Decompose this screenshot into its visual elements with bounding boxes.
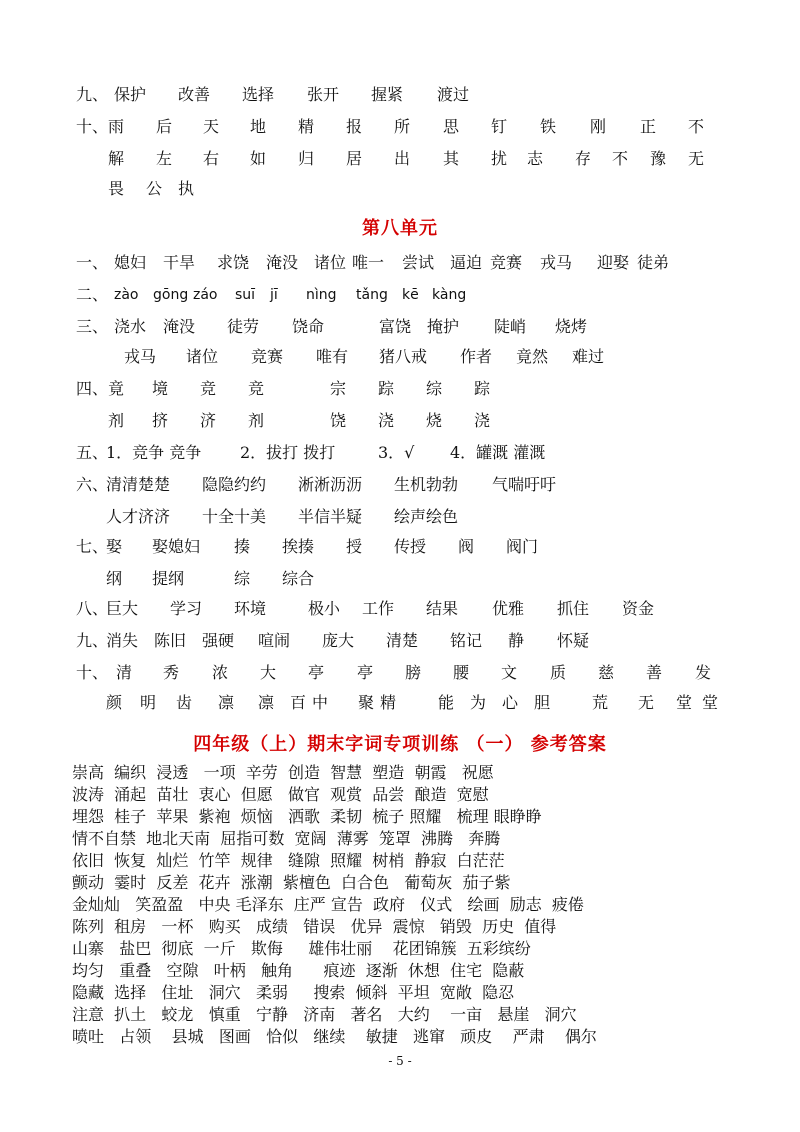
word: 娶 xyxy=(106,537,123,556)
char: 剂 xyxy=(248,411,265,430)
word: 烧烤 xyxy=(555,317,588,336)
word: 传授 xyxy=(394,537,427,556)
row-label: 五、 xyxy=(76,443,109,462)
answer-line: 情不自禁 地北天南 屈指可数 宽阔 薄雾 笼罩 沸腾 奔腾 xyxy=(72,829,501,848)
char: 不 xyxy=(612,149,629,168)
char: 刚 xyxy=(590,117,607,136)
idiom: 气喘吁吁 xyxy=(492,475,557,494)
word: 掩护 xyxy=(427,317,460,336)
idiom: 半信半疑 xyxy=(298,507,363,526)
word: 选择 xyxy=(242,85,275,104)
answer-line: 埋怨 桂子 苹果 紫袍 烦恼 洒歌 柔韧 梳子 照耀 梳理 眼睁睁 xyxy=(72,807,542,826)
word: 改善 xyxy=(178,85,211,104)
row-label: 八、 xyxy=(76,599,109,618)
word: 浇水 xyxy=(114,317,147,336)
word: 铭记 xyxy=(450,631,483,650)
word: 陡峭 xyxy=(494,317,527,336)
char: 剂 xyxy=(108,411,125,430)
char: 左 xyxy=(156,149,173,168)
char: 综 xyxy=(426,379,443,398)
answer-line: 均匀 重叠 空隙 叶柄 触角 痕迹 逐渐 休想 住宅 隐蔽 xyxy=(72,961,525,980)
word: 工作 xyxy=(362,599,395,618)
word: 难过 xyxy=(572,347,605,366)
word: 徒弟 xyxy=(637,253,670,272)
char: 竞 xyxy=(248,379,265,398)
page-number: - 5 - xyxy=(388,1054,412,1068)
word: 保护 xyxy=(114,85,147,104)
char: 善 xyxy=(646,663,663,682)
word: 干旱 xyxy=(163,253,196,272)
unit-title: 第八单元 xyxy=(362,218,438,239)
word: 陈旧 xyxy=(154,631,187,650)
unit8-row-2 xyxy=(0,284,800,308)
char: 中 xyxy=(312,693,329,712)
char: 思 xyxy=(443,117,460,136)
answer-item: 2．拔打 拨打 xyxy=(240,443,336,462)
row-label: 一、 xyxy=(76,253,109,272)
char: 浓 xyxy=(212,663,229,682)
unit8-row-7-line1 xyxy=(0,536,800,560)
char: 凛 xyxy=(258,693,275,712)
word: 纲 xyxy=(106,569,123,588)
answer-line: 隐藏 选择 住址 洞穴 柔弱 搜索 倾斜 平坦 宽敞 隐忍 xyxy=(72,983,515,1002)
word: 作者 xyxy=(460,347,493,366)
word: 渡过 xyxy=(437,85,470,104)
answers-title: 四年级（上）期末字词专项训练 （一） 参考答案 xyxy=(193,734,607,755)
word: 挨揍 xyxy=(282,537,315,556)
answer-line: 喷吐 占领 县城 图画 恰似 继续 敏捷 逃窜 顽皮 严肃 偶尔 xyxy=(72,1027,597,1046)
char: 膀 xyxy=(405,663,422,682)
char: 亭 xyxy=(308,663,325,682)
char: 清 xyxy=(116,663,133,682)
row-label: 二、 xyxy=(76,285,109,304)
answer-line: 注意 扒土 蛟龙 慎重 宁静 济南 著名 大约 一亩 悬崖 洞穴 xyxy=(72,1005,577,1024)
prev-row-10-line1 xyxy=(0,116,800,140)
word: 淹没 xyxy=(163,317,196,336)
idiom: 隐隐约约 xyxy=(202,475,267,494)
char: 宗 xyxy=(330,379,347,398)
prev-row-10-line3 xyxy=(0,178,800,202)
char: 志 xyxy=(527,149,544,168)
word: 阀门 xyxy=(506,537,539,556)
char: 济 xyxy=(200,411,217,430)
word: 猪八戒 xyxy=(379,347,428,366)
word: 静 xyxy=(508,631,525,650)
char: 扰 xyxy=(491,149,508,168)
row-label: 九、 xyxy=(76,85,109,104)
row-label: 七、 xyxy=(76,537,109,556)
unit8-row-5 xyxy=(0,442,800,466)
prev-row-10-line2 xyxy=(0,148,800,172)
char: 踪 xyxy=(378,379,395,398)
unit8-row-1 xyxy=(0,252,800,276)
char: 右 xyxy=(203,149,220,168)
char: 能 xyxy=(438,693,455,712)
pinyin: tǎng xyxy=(356,287,388,303)
pinyin: záo xyxy=(193,287,218,303)
answer-item: 1．竞争 竞争 xyxy=(106,443,202,462)
char: 归 xyxy=(298,149,315,168)
word: 握紧 xyxy=(371,85,404,104)
char: 铁 xyxy=(540,117,557,136)
char: 秀 xyxy=(163,663,180,682)
char: 饶 xyxy=(330,411,347,430)
char: 颜 xyxy=(106,693,123,712)
pinyin: kē xyxy=(402,287,419,303)
idiom: 淅淅沥沥 xyxy=(298,475,363,494)
char: 钉 xyxy=(491,117,508,136)
word: 综 xyxy=(234,569,251,588)
idiom: 十全十美 xyxy=(202,507,267,526)
word: 戎马 xyxy=(540,253,573,272)
char: 天 xyxy=(203,117,220,136)
word: 揍 xyxy=(234,537,251,556)
char: 出 xyxy=(394,149,411,168)
char: 凛 xyxy=(218,693,235,712)
unit8-row-7-line2 xyxy=(0,568,800,592)
char: 无 xyxy=(688,149,705,168)
unit8-row-9 xyxy=(0,630,800,654)
answer-line: 陈列 租房 一杯 购买 成绩 错误 优异 震惊 销毁 历史 值得 xyxy=(72,917,557,936)
word: 强硬 xyxy=(202,631,235,650)
word: 授 xyxy=(346,537,363,556)
char: 亭 xyxy=(357,663,374,682)
answer-line: 山寨 盐巴 彻底 一斤 欺侮 雄伟壮丽 花团锦簇 五彩缤纷 xyxy=(72,939,531,958)
char: 境 xyxy=(152,379,169,398)
word: 阀 xyxy=(458,537,475,556)
word: 尝试 xyxy=(402,253,435,272)
word: 竞赛 xyxy=(490,253,523,272)
word: 迎娶 xyxy=(597,253,630,272)
answer-item: 4．罐溉 灌溉 xyxy=(450,443,546,462)
char: 地 xyxy=(250,117,267,136)
word: 喧闹 xyxy=(258,631,291,650)
char: 为 xyxy=(470,693,487,712)
word: 淹没 xyxy=(266,253,299,272)
word: 唯一 xyxy=(352,253,385,272)
word: 竟然 xyxy=(516,347,549,366)
unit8-row-6-line2 xyxy=(0,506,800,530)
char: 烧 xyxy=(426,411,443,430)
unit8-row-4-line1 xyxy=(0,378,800,402)
word: 结果 xyxy=(426,599,459,618)
char: 雨 xyxy=(108,117,125,136)
word: 提纲 xyxy=(152,569,185,588)
word: 环境 xyxy=(234,599,267,618)
unit8-row-10-line1 xyxy=(0,662,800,686)
pinyin: jī xyxy=(270,287,278,303)
word: 诸位 xyxy=(314,253,347,272)
word: 求饶 xyxy=(217,253,250,272)
char: 豫 xyxy=(650,149,667,168)
word: 媳妇 xyxy=(114,253,147,272)
idiom: 人才济济 xyxy=(106,507,171,526)
idiom: 清清楚楚 xyxy=(106,475,171,494)
char: 心 xyxy=(502,693,519,712)
word: 极小 xyxy=(308,599,341,618)
char: 不 xyxy=(688,117,705,136)
char: 堂 xyxy=(702,693,719,712)
pinyin: nìng xyxy=(306,287,337,303)
char: 居 xyxy=(346,149,363,168)
unit8-row-3-line2 xyxy=(0,346,800,370)
row-label: 十、 xyxy=(76,663,109,682)
char: 精 xyxy=(380,693,397,712)
word: 竞赛 xyxy=(251,347,284,366)
char: 后 xyxy=(156,117,173,136)
idiom: 生机勃勃 xyxy=(394,475,459,494)
char: 质 xyxy=(550,663,567,682)
char: 明 xyxy=(140,693,157,712)
unit8-row-6-line1 xyxy=(0,474,800,498)
char: 正 xyxy=(640,117,657,136)
char: 浇 xyxy=(378,411,395,430)
char: 畏 xyxy=(108,179,125,198)
answer-item: 3．√ xyxy=(378,443,415,462)
pinyin: kàng xyxy=(432,287,467,303)
word: 庞大 xyxy=(322,631,355,650)
word: 富饶 xyxy=(379,317,412,336)
word: 抓住 xyxy=(557,599,590,618)
char: 存 xyxy=(575,149,592,168)
word: 唯有 xyxy=(316,347,349,366)
word: 消失 xyxy=(106,631,139,650)
char: 执 xyxy=(178,179,195,198)
char: 大 xyxy=(260,663,277,682)
char: 胆 xyxy=(534,693,551,712)
char: 挤 xyxy=(152,411,169,430)
row-label: 六、 xyxy=(76,475,109,494)
unit8-row-3-line1 xyxy=(0,316,800,340)
char: 齿 xyxy=(176,693,193,712)
pinyin: suī xyxy=(235,287,256,303)
char: 报 xyxy=(346,117,363,136)
word: 清楚 xyxy=(386,631,419,650)
word: 巨大 xyxy=(106,599,139,618)
word: 怀疑 xyxy=(557,631,590,650)
unit8-row-4-line2 xyxy=(0,410,800,434)
unit8-row-8 xyxy=(0,598,800,622)
answer-line: 依旧 恢复 灿烂 竹竿 规律 缝隙 照耀 树梢 静寂 白茫茫 xyxy=(72,851,505,870)
word: 张开 xyxy=(307,85,340,104)
char: 慈 xyxy=(598,663,615,682)
char: 其 xyxy=(443,149,460,168)
row-label: 四、 xyxy=(76,379,109,398)
answer-line: 金灿灿 笑盈盈 中央 毛泽东 庄严 宣告 政府 仪式 绘画 励志 疲倦 xyxy=(72,895,584,914)
prev-row-9 xyxy=(0,84,800,108)
char: 公 xyxy=(146,179,163,198)
row-label: 九、 xyxy=(76,631,109,650)
char: 竞 xyxy=(200,379,217,398)
char: 发 xyxy=(695,663,712,682)
char: 解 xyxy=(108,149,125,168)
char: 精 xyxy=(298,117,315,136)
word: 戎马 xyxy=(124,347,157,366)
pinyin: zào xyxy=(114,287,139,303)
idiom: 绘声绘色 xyxy=(394,507,459,526)
char: 如 xyxy=(250,149,267,168)
row-label: 十、 xyxy=(76,117,109,136)
row-label: 三、 xyxy=(76,317,109,336)
char: 踪 xyxy=(474,379,491,398)
word: 娶媳妇 xyxy=(152,537,201,556)
char: 腰 xyxy=(453,663,470,682)
char: 文 xyxy=(501,663,518,682)
word: 资金 xyxy=(622,599,655,618)
word: 优雅 xyxy=(492,599,525,618)
char: 百 xyxy=(290,693,307,712)
char: 竟 xyxy=(108,379,125,398)
word: 学习 xyxy=(170,599,203,618)
char: 无 xyxy=(638,693,655,712)
word: 逼迫 xyxy=(450,253,483,272)
char: 荒 xyxy=(592,693,609,712)
word: 徒劳 xyxy=(227,317,260,336)
word: 综合 xyxy=(282,569,315,588)
char: 聚 xyxy=(358,693,375,712)
word: 饶命 xyxy=(292,317,325,336)
char: 所 xyxy=(394,117,411,136)
answer-line: 波涛 涌起 苗壮 衷心 但愿 做官 观赏 品尝 酿造 宽慰 xyxy=(72,785,489,804)
answer-line: 崇高 编织 浸透 一项 辛劳 创造 智慧 塑造 朝霞 祝愿 xyxy=(72,763,494,782)
answer-line: 颤动 霎时 反差 花卉 涨潮 紫檀色 白合色 葡萄灰 茄子紫 xyxy=(72,873,511,892)
word: 诸位 xyxy=(186,347,219,366)
char: 堂 xyxy=(676,693,693,712)
unit8-row-10-line2 xyxy=(0,692,800,716)
pinyin: gōng xyxy=(153,287,189,303)
char: 浇 xyxy=(474,411,491,430)
